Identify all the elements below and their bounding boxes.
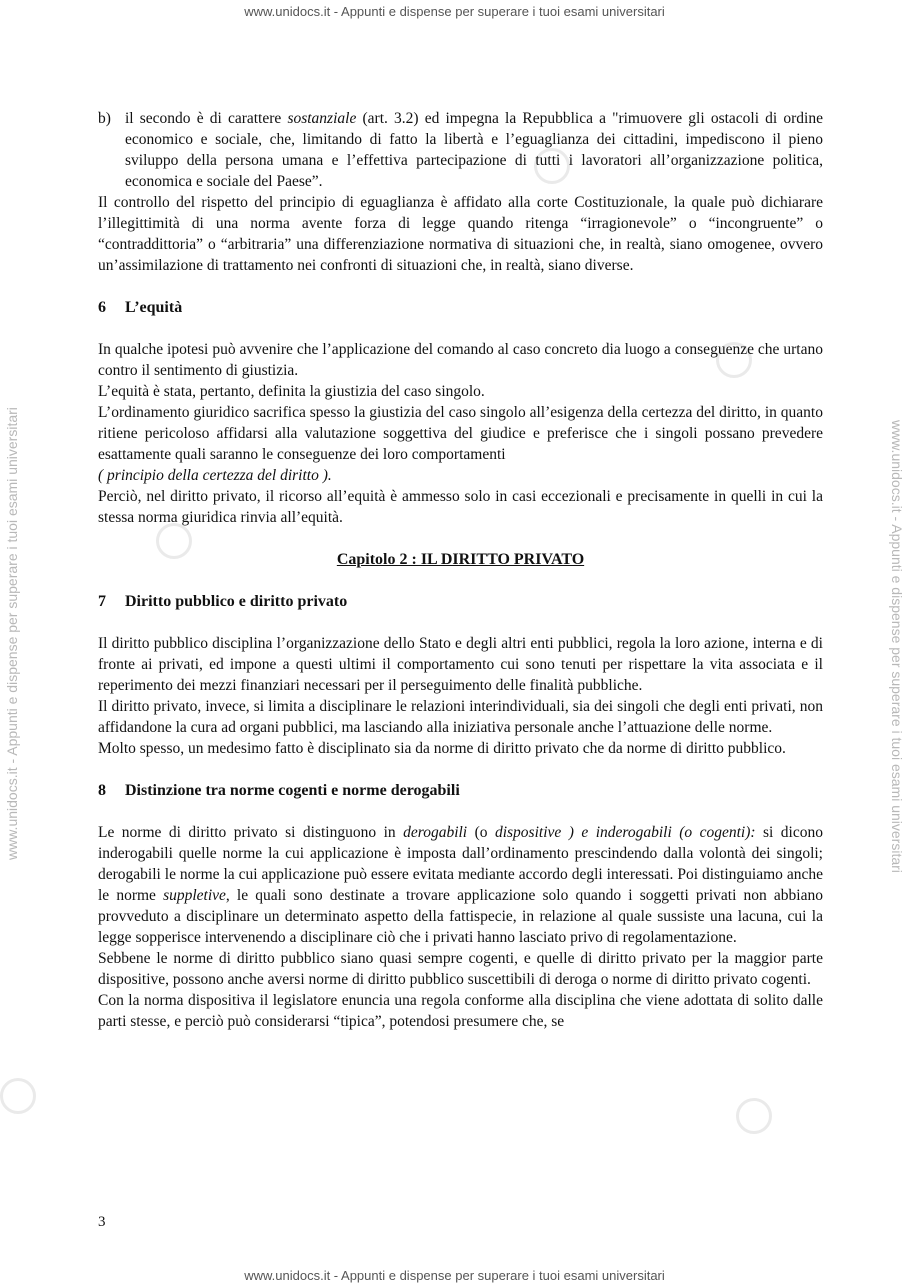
paragraph: Molto spesso, un medesimo fatto è disciplinato sia da norme di diritto privato che da norme di diritto pubblico. [98,740,786,757]
paragraph: Le norme di diritto privato si distinguono in derogabili (o dispositive ) e inderogabili (o cogenti): si dicono inderogabili quelle norme la cui applicazione è imposta dall’ordinamento prescindendo dalla volontà dei singoli; derogabili le norme la cui applicazione può essere evitata mediante accordo degli interessati. Poi distinguiamo anche le norme suppletive, le quali sono destinate a trovare applicazione solo quando i soggetti privati non abbiano provveduto a disciplinare un determinato aspetto della fattispecie, in relazione al quale sussiste una lacuna, cui la legge sopperisce intervenendo a disciplinare ciò che i privati hanno lasciato privo di regolamentazione. [98,824,823,946]
watermark-right: www.unidocs.it - Appunti e dispense per superare i tuoi esami universitari [889,420,905,873]
paragraph: Perciò, nel diritto privato, il ricorso all’equità è ammesso solo in casi eccezionali e precisamente in quelli in cui la stessa norma giuridica rinvia all’equità. [98,488,823,526]
list-item-label: b) [98,110,111,127]
paragraph: ( principio della certezza del diritto ). [98,467,332,484]
paragraph: Sebbene le norme di diritto pubblico siano quasi sempre cogenti, e quelle di diritto privato per la maggior parte dispositive, possono anche aversi norme di diritto pubblico suscettibili di deroga o norme di diritto privato cogenti. [98,950,823,988]
paragraph: Con la norma dispositiva il legislatore enuncia una regola conforme alla disciplina che viene adottata di solito dalle parti stesse, e perciò può considerarsi “tipica”, potendosi presumere che, se [98,992,823,1030]
paragraph: Il diritto privato, invece, si limita a disciplinare le relazioni interindividuali, sia dei singoli che degli enti privati, non affidandone la cura ad organi pubblici, ma lasciando alla iniziativa personale anche l’attuazione delle norme. [98,698,823,736]
watermark-bottom: www.unidocs.it - Appunti e dispense per superare i tuoi esami universitari [244,1268,665,1283]
paragraph: Il controllo del rispetto del principio di eguaglianza è affidato alla corte Costituzionale, la quale può dichiarare l’illegittimità di una norma avente forza di legge quando ritenga “irragionevole” o “incongruente” o “contraddittoria” o “arbitraria” una differenziazione normativa di situazioni che, in realtà, siano omogenee, ovvero un’assimilazione di trattamento nei confronti di situazioni che, in realtà, siano diverse. [98,194,823,274]
page-number: 3 [98,1214,106,1230]
watermark-logo-icon [0,1078,36,1114]
watermark-logo-icon [736,1098,772,1134]
paragraph: In qualche ipotesi può avvenire che l’applicazione del comando al caso concreto dia luogo a conseguenze che urtano contro il sentimento di giustizia. [98,341,823,379]
section-heading: 7 Diritto pubblico e diritto privato [98,593,348,610]
paragraph: L’equità è stata, pertanto, definita la giustizia del caso singolo. [98,383,485,400]
document-body [98,108,823,1032]
paragraph: Il diritto pubblico disciplina l’organizzazione dello Stato e degli altri enti pubblici, regola la loro azione, interna e di fronte ai privati, ed impone a questi ultimi il comportamento cui sono tenuti per rispettare la vita associata e il reperimento dei mezzi finanziari necessari per il perseguimento delle finalità pubbliche. [98,635,823,694]
paragraph: L’ordinamento giuridico sacrifica spesso la giustizia del caso singolo all’esigenza della certezza del diritto, in quanto ritiene pericoloso affidarsi alla valutazione soggettiva del giudice e preferisce che i singoli possano prevedere esattamente quali saranno le conseguenze dei loro comportamenti [98,404,823,463]
watermark-left: www.unidocs.it - Appunti e dispense per superare i tuoi esami universitari [4,407,20,860]
section-heading: 6 L’equità [98,299,183,316]
watermark-top: www.unidocs.it - Appunti e dispense per superare i tuoi esami universitari [244,4,665,19]
list-item-text: il secondo è di carattere sostanziale (art. 3.2) ed impegna la Repubblica a "rimuovere gli ostacoli di ordine economico e sociale, che, limitando di fatto la libertà e l’eguaglianza dei cittadini, impediscono il pieno sviluppo della persona umana e l’effettiva partecipazione di tutti i lavoratori all’organizzazione politica, economica e sociale del Paese”. [125,110,823,190]
list-item-b [98,108,823,192]
chapter-title: Capitolo 2 : IL DIRITTO PRIVATO [336,551,585,568]
section-heading: 8 Distinzione tra norme cogenti e norme derogabili [98,782,460,799]
